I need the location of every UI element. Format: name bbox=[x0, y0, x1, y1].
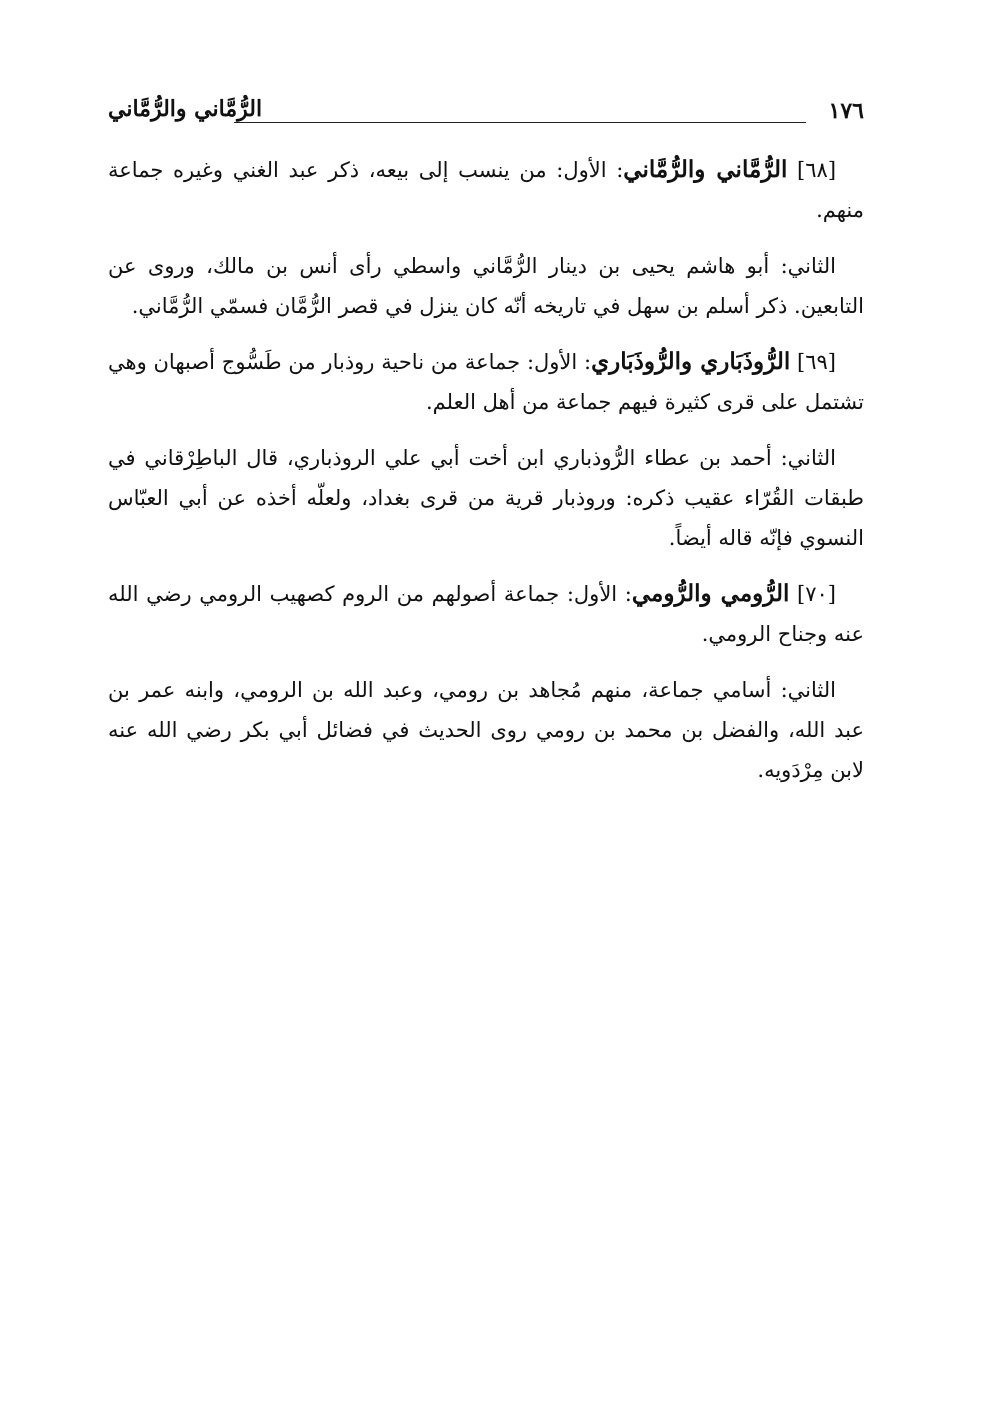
entry-text: : الأول: جماعة أصولهم من الروم كصهيب الرومي رضي الله عنه وجناح الرومي. bbox=[108, 582, 864, 646]
header-rule bbox=[234, 122, 806, 123]
entry-title: الرُّومي والرُّومي bbox=[631, 580, 790, 607]
entry-70-second: الثاني: أسامي جماعة، منهم مُجاهد بن رومي، وعبد الله بن الرومي، وابنه عمر بن عبد الله، والفضل بن محمد بن رومي روى الحديث في فضائل أبي بكر رضي الله عنه لابن مِرْدَويه. bbox=[108, 678, 864, 782]
entry-69-second: الثاني: أحمد بن عطاء الرُّوذباري ابن أخت أبي علي الروذباري، قال الباطِرْقاني في طبقات القُرّاء عقيب ذكره: وروذبار قرية من قرى بغداد، ولعلّه أخذه عن أبي العبّاس النسوي فإنّه قاله أيضاً. bbox=[108, 446, 864, 550]
entry-69-first bbox=[108, 342, 864, 422]
entry-68-second: الثاني: أبو هاشم يحيى بن دينار الرُّمَّاني واسطي رأى أنس بن مالك، وروى عن التابعين. ذكر أسلم بن سهل في تاريخه أنّه كان ينزل في قصر الرُّمَّان فسمّي الرُّمَّاني. bbox=[108, 254, 864, 318]
page-number: ١٧٦ bbox=[828, 98, 864, 124]
entry-68-first bbox=[108, 150, 864, 230]
running-title: الرُّمَّاني والرُّمَّاني bbox=[108, 96, 263, 122]
entry-number: [٧٠] bbox=[797, 582, 836, 606]
entry-number: [٦٩] bbox=[797, 350, 836, 374]
entry-title: الرُّمَّاني والرُّمَّاني bbox=[623, 156, 788, 183]
entry-text: : الأول: جماعة من ناحية روذبار من طَسُّوج أصبهان وهي تشتمل على قرى كثيرة فيهم جماعة من أهل العلم. bbox=[108, 350, 864, 414]
entry-title: الرُّوذَبَاري والرُّوذَبَاري bbox=[591, 348, 791, 375]
entry-number: [٦٨] bbox=[797, 158, 837, 182]
entry-text: : الأول: من ينسب إلى بيعه، ذكر عبد الغني وغيره جماعة منهم. bbox=[108, 158, 864, 222]
page-body bbox=[108, 150, 864, 806]
entry-70-first bbox=[108, 574, 864, 654]
page-header bbox=[108, 96, 864, 136]
